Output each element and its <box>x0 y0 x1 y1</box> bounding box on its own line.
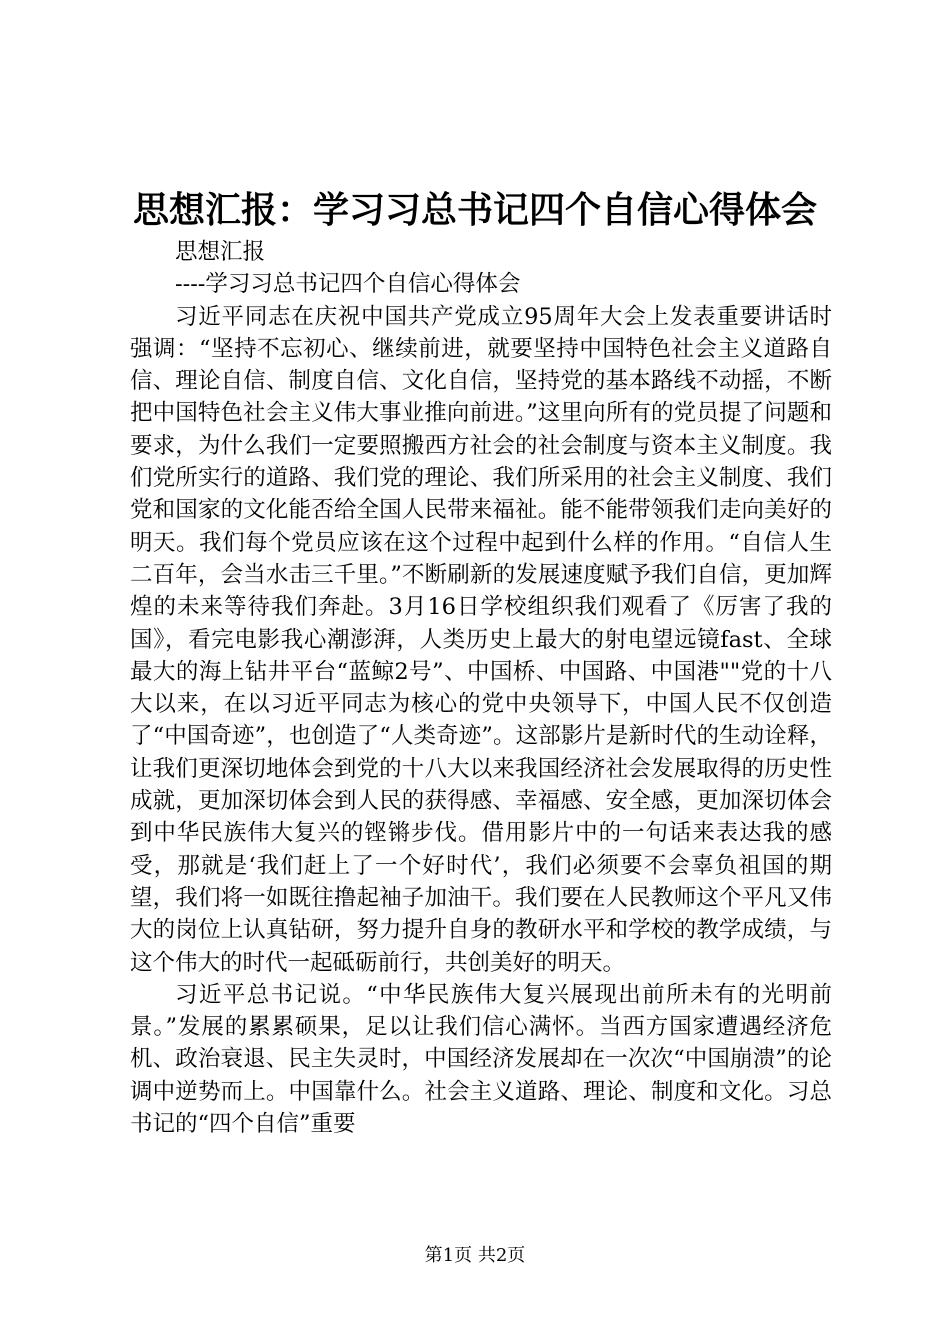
body-paragraph-1: 习近平同志在庆祝中国共产党成立95周年大会上发表重要讲话时强调：“坚持不忘初心、继续前进，就要坚持中国特色社会主义道路自信、理论自信、制度自信、文化自信，坚持党的基本路线不动摇，不断把中国特色社会主义伟大事业推向前进。”这里向所有的党员提了问题和要求，为什么我们一定要照搬西方社会的社会制度与资本主义制度。我们党所实行的道路、我们党的理论、我们所采用的社会主义制度、我们党和国家的文化能否给全国人民带来福祉。能不能带领我们走向美好的明天。我们每个党员应该在这个过程中起到什么样的作用。“自信人生二百年，会当水击三千里。”不断刷新的发展速度赋予我们自信，更加辉煌的未来等待我们奔赴。3月16日学校组织我们观看了《厉害了我的国》，看完电影我心潮澎湃，人类历史上最大的射电望远镜fast、全球最大的海上钻井平台“蓝鲸2号”、中国桥、中国路、中国港""党的十八大以来，在以习近平同志为核心的党中央领导下，中国人民不仅创造了“中国奇迹”，也创造了“人类奇迹”。这部影片是新时代的生动诠释，让我们更深切地体会到党的十八大以来我国经济社会发展取得的历史性成就，更加深切体会到人民的获得感、幸福感、安全感，更加深切体会到中华民族伟大复兴的铿锵步伐。借用影片中的一句话来表达我的感受，那就是‘我们赶上了一个好时代’，我们必须要不会辜负祖国的期望，我们将一如既往撸起袖子加油干。我们要在人民教师这个平凡又伟大的岗位上认真钻研，努力提升自身的教研水平和学校的教学成绩，与这个伟大的时代一起砥砺前行，共创美好的明天。 <box>130 303 832 976</box>
subtitle-topic: ----学习习总书记四个自信心得体会 <box>175 271 521 298</box>
page-number-footer: 第1页 共2页 <box>424 1245 526 1266</box>
document-title: 思想汇报：学习习总书记四个自信心得体会 <box>132 189 817 231</box>
body-paragraph-2: 习近平总书记说。“中华民族伟大复兴展现出前所未有的光明前景。”发展的累累硕果，足以让我们信心满怀。当西方国家遭遇经济危机、政治衰退、民主失灵时，中国经济发展却在一次次“中国崩溃”的论调中逆势而上。中国靠什么。社会主义道路、理论、制度和文化。习总书记的“四个自信”重要 <box>130 981 832 1138</box>
document-body <box>130 236 832 1140</box>
subtitle-heading: 思想汇报 <box>175 239 266 265</box>
